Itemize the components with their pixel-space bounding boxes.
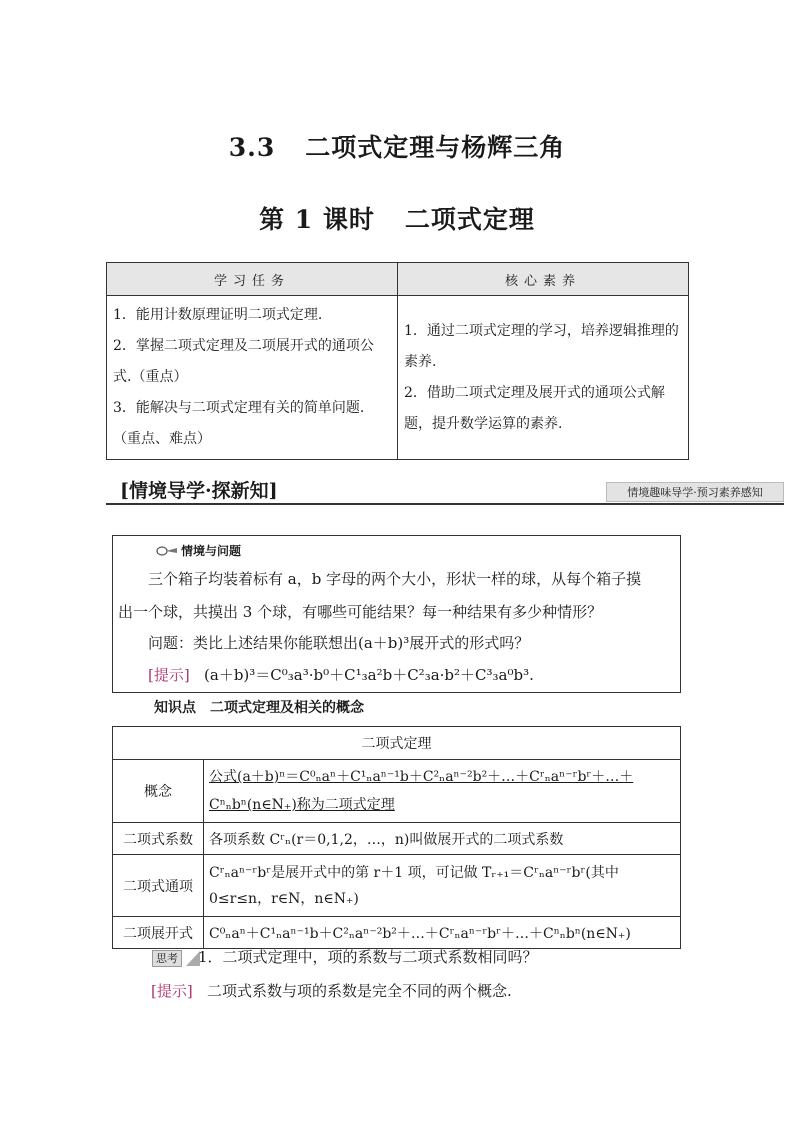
tasks-cell — [107, 296, 398, 460]
answer-hint-label: [提示] — [151, 982, 193, 1000]
knowledge-title: 二项式定理及相关的概念 — [210, 700, 364, 716]
scene-title-text: 情境与问题 — [181, 544, 242, 558]
lesson-title-text: 二项式定理 — [404, 205, 535, 234]
knowledge-table — [112, 726, 681, 949]
think-answer — [151, 980, 512, 1002]
scene-hint — [148, 664, 534, 686]
scene-question: 问题：类比上述结果你能联想出(a＋b)³展开式的形式吗？ — [148, 634, 530, 652]
lesson-number: 第 1 课时 — [259, 205, 375, 234]
knowledge-heading — [154, 697, 364, 717]
literacy-cell — [398, 296, 689, 460]
think-question: 1．二项式定理中，项的系数与二项式系数相同吗？ — [198, 948, 538, 966]
row-label-concept: 概念 — [113, 760, 204, 823]
col-header-literacy: 核心素养 — [398, 263, 689, 296]
literacy-item: 1．通过二项式定理的学习，培养逻辑推理的素养. — [404, 322, 679, 370]
scene-title — [156, 542, 241, 559]
row-content-expansion: C⁰ₙaⁿ＋C¹ₙaⁿ⁻¹b＋C²ₙaⁿ⁻²b²＋…＋Cʳₙaⁿ⁻ʳbʳ＋…＋Cⁿₙbⁿ(n∈N₊) — [204, 917, 681, 949]
task-item: 1．能用计数原理证明二项式定理. — [113, 307, 323, 323]
section-title — [0, 128, 794, 164]
section-divider — [106, 503, 784, 505]
scene-paragraph-1: 三个箱子均装着标有 a，b 字母的两个大小，形状一样的球，从每个箱子摸 — [148, 570, 642, 588]
section-tag: 情境趣味导学·预习素养感知 — [606, 482, 784, 502]
section-heading: [情境导学·探新知] — [120, 480, 278, 502]
pen-hand-icon — [156, 545, 178, 557]
row-label-expansion: 二项展开式 — [113, 917, 204, 949]
answer-text: 二项式系数与项的系数是完全不同的两个概念. — [207, 982, 512, 1000]
row-label-coefficient: 二项式系数 — [113, 823, 204, 855]
section-title-text: 二项式定理与杨辉三角 — [305, 133, 566, 162]
literacy-item: 2．借助二项式定理及展开式的通项公式解题，提升数学运算的素养. — [404, 384, 665, 432]
task-item: 3．能解决与二项式定理有关的简单问题.（重点、难点） — [113, 400, 365, 447]
lesson-title — [0, 200, 794, 236]
row-label-general-term: 二项式通项 — [113, 855, 204, 917]
section-number: 3.3 — [228, 133, 276, 162]
learning-goals-table — [106, 262, 689, 460]
hint-formula: (a＋b)³＝C⁰₃a³·b⁰＋C¹₃a²b＋C²₃a·b²＋C³₃a⁰b³. — [204, 666, 534, 684]
scene-paragraph-2: 出一个球，共摸出 3 个球，有哪些可能结果？每一种结果有多少种情形？ — [118, 603, 603, 621]
row-content-coefficient: 各项系数 Cʳₙ(r＝0,1,2，…，n)叫做展开式的二项式系数 — [204, 823, 681, 855]
think-badge: 思考 — [152, 950, 182, 967]
knowledge-table-title: 二项式定理 — [113, 727, 681, 760]
hint-label: [提示] — [148, 666, 190, 684]
row-content-concept: 公式(a＋b)ⁿ＝C⁰ₙaⁿ＋C¹ₙaⁿ⁻¹b＋C²ₙaⁿ⁻²b²＋…＋Cʳₙaⁿ⁻ʳbʳ＋…＋Cⁿₙbⁿ(n∈N₊)称为二项式定理 — [204, 760, 681, 823]
row-content-general-term: Cʳₙaⁿ⁻ʳbʳ是展开式中的第 r＋1 项，可记做 Tᵣ₊₁＝Cʳₙaⁿ⁻ʳbʳ(其中 0≤r≤n，r∈N，n∈N₊) — [204, 855, 681, 917]
task-item: 2．掌握二项式定理及二项展开式的通项公式.（重点） — [113, 338, 374, 385]
col-header-tasks: 学习任务 — [107, 263, 398, 296]
knowledge-label: 知识点 — [154, 700, 196, 716]
